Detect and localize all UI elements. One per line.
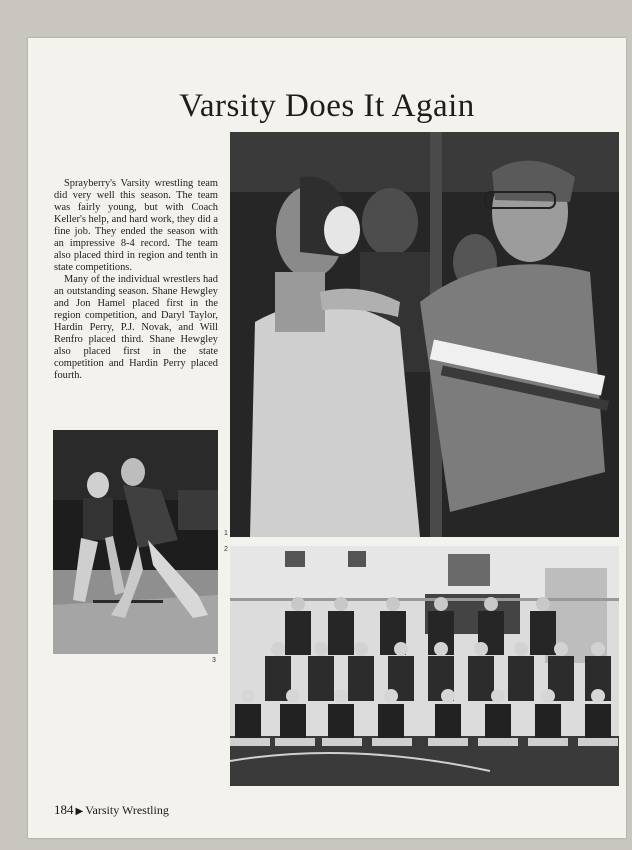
page-title: Varsity Does It Again bbox=[179, 88, 475, 124]
yearbook-page bbox=[28, 38, 626, 838]
paragraph-1: Sprayberry's Varsity wrestling team did very well this season. The team was fairly young, but with Coach Keller's help, and hard work, they did a fine job. They ended the season with an impressive 8-4 record. The team also placed third in region and tenth in state competitions. bbox=[54, 178, 218, 273]
match-photo bbox=[53, 430, 218, 654]
page-number: 184 bbox=[54, 802, 74, 817]
photo-number-3: 3 bbox=[212, 657, 216, 664]
section-name: Varsity Wrestling bbox=[85, 803, 169, 817]
photo-number-1: 1 bbox=[224, 530, 228, 537]
team-photo bbox=[230, 546, 619, 786]
page-footer bbox=[54, 802, 169, 818]
coach-photo bbox=[230, 132, 619, 537]
photo-number-2: 2 bbox=[224, 546, 228, 553]
arrow-icon: ▶ bbox=[75, 806, 84, 817]
paragraph-2: Many of the individual wrestlers had an outstanding season. Shane Hewgley and Jon Hamel placed first in the region competition, and Daryl Taylor, Hardin Perry, P.J. Novak, and Will Renfro placed third. Shane Hewgley also placed first in the state competition and Hardin Perry placed fourth. bbox=[54, 274, 218, 381]
article-text bbox=[54, 178, 218, 382]
